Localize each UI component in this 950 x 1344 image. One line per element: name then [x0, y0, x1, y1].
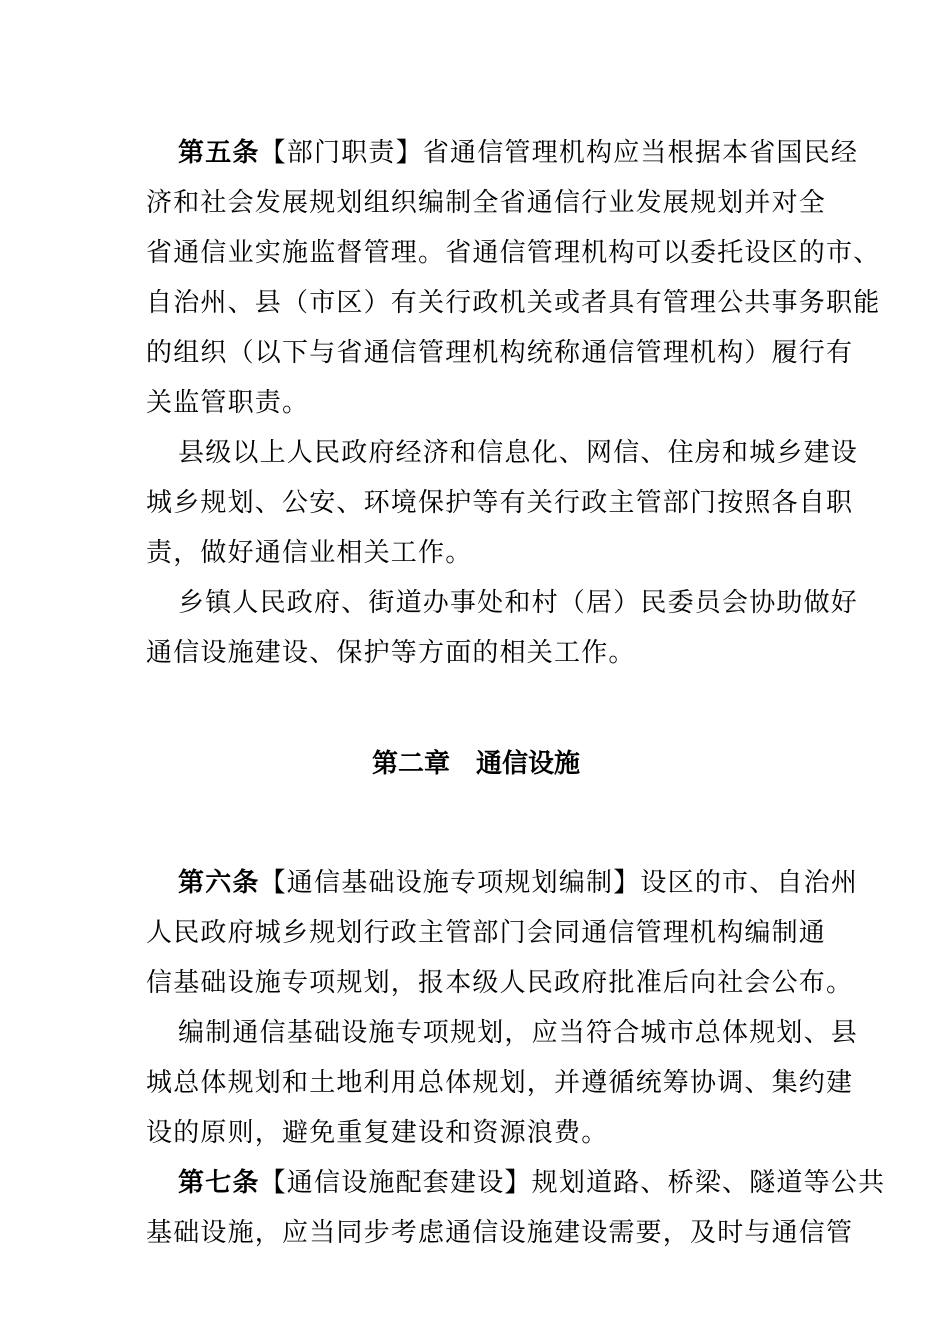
- article7-text-line: 基础设施，应当同步考虑通信设施建设需要，及时与通信管: [146, 1218, 854, 1248]
- article5-text-line: 省通信管理机构应当根据本省国民经: [422, 138, 859, 168]
- article5-text-line: 自治州、县（市区）有关行政机关或者具有管理公共事务职能: [146, 288, 881, 318]
- article5-para2-line: 责，做好通信业相关工作。: [146, 538, 473, 568]
- article6-para2-line: 城总体规划和土地利用总体规划，并遵循统筹协调、集约建: [146, 1068, 854, 1098]
- chapter-heading: 第二章 通信设施: [371, 749, 580, 779]
- article5-first-line: [146, 128, 859, 178]
- article6-first-line: [146, 858, 859, 908]
- article5-para3-line: 通信设施建设、保护等方面的相关工作。: [146, 638, 636, 668]
- article7-first-line: [146, 1158, 886, 1208]
- article5-heading: 【部门职责】: [259, 138, 423, 168]
- article5-para2-line: 县级以上人民政府经济和信息化、网信、住房和城乡建设: [178, 438, 859, 468]
- article7-text-line: 规划道路、桥梁、隧道等公共: [531, 1168, 886, 1198]
- article6-text-line: 设区的市、自治州: [640, 868, 859, 898]
- article6-text-line: 信基础设施专项规划，报本级人民政府批准后向社会公布。: [146, 968, 854, 998]
- article6-para2-line: 设的原则，避免重复建设和资源浪费。: [146, 1118, 609, 1148]
- article6-para2-line: 编制通信基础设施专项规划，应当符合城市总体规划、县: [178, 1018, 859, 1048]
- article6-heading: 【通信基础设施专项规划编制】: [259, 868, 641, 898]
- article6-title: 第六条: [178, 868, 260, 898]
- article6-text-line: 人民政府城乡规划行政主管部门会同通信管理机构编制通: [146, 918, 827, 948]
- article5-text-line: 省通信业实施监督管理。省通信管理机构可以委托设区的市、: [146, 238, 881, 268]
- article5-para2-line: 城乡规划、公安、环境保护等有关行政主管部门按照各自职: [146, 488, 854, 518]
- article5-text-line: 的组织（以下与省通信管理机构统称通信管理机构）履行有: [146, 338, 854, 368]
- article5-text-line: 济和社会发展规划组织编制全省通信行业发展规划并对全: [146, 188, 827, 218]
- article7-title: 第七条: [178, 1168, 260, 1198]
- article5-para3-line: 乡镇人民政府、街道办事处和村（居）民委员会协助做好: [178, 588, 859, 618]
- article7-heading: 【通信设施配套建设】: [259, 1168, 532, 1198]
- article5-text-line: 关监管职责。: [146, 388, 310, 418]
- article5-title: 第五条: [178, 138, 260, 168]
- document-page: [146, 128, 886, 1258]
